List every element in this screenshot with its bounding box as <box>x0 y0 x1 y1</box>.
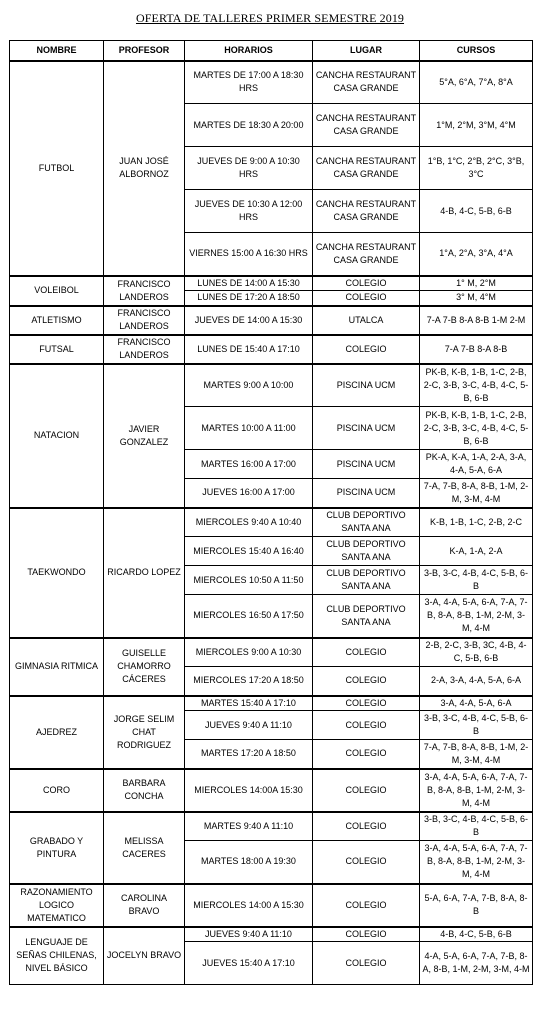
place-cell: COLEGIO <box>313 667 420 696</box>
teacher-name: GUISELLE CHAMORRO CÁCERES <box>104 638 185 696</box>
workshops-table <box>9 40 533 985</box>
schedule-cell: MIERCOLES 9:40 A 10:40 <box>185 508 313 537</box>
table-row <box>10 769 533 812</box>
teacher-name: JAVIER GONZALEZ <box>104 364 185 508</box>
schedule-cell: MARTES DE 18:30 A 20:00 <box>185 104 313 147</box>
schedule-cell: MIERCOLES 15:40 A 16:40 <box>185 537 313 566</box>
table-row <box>10 364 533 407</box>
schedule-cell: MIERCOLES 17:20 A 18:50 <box>185 667 313 696</box>
schedule-cell: MIERCOLES 10:50 A 11:50 <box>185 566 313 595</box>
table-row <box>10 638 533 667</box>
table-row <box>10 812 533 841</box>
courses-cell: 7-A 7-B 8-A 8-B 1-M 2-M <box>420 306 533 335</box>
schedule-cell: JUEVES 9:40 A 11:10 <box>185 927 313 942</box>
workshop-group <box>10 769 533 812</box>
teacher-name: JORGE SELIM CHAT RODRIGUEZ <box>104 696 185 769</box>
place-cell: COLEGIO <box>313 291 420 306</box>
courses-cell: PK-B, K-B, 1-B, 1-C, 2-B, 2-C, 3-B, 3-C, 4-B, 4-C, 5-B, 6-B <box>420 364 533 407</box>
table-row <box>10 335 533 364</box>
courses-cell: 3-B, 3-C, 4-B, 4-C, 5-B, 6-B <box>420 566 533 595</box>
teacher-name: JUAN JOSÉ ALBORNOZ <box>104 61 185 276</box>
place-cell: CANCHA RESTAURANT CASA GRANDE <box>313 104 420 147</box>
place-cell: COLEGIO <box>313 841 420 884</box>
place-cell: COLEGIO <box>313 335 420 364</box>
courses-cell: 4-A, 5-A, 6-A, 7-A, 7-B, 8-A, 8-B, 1-M, 2-M, 3-M, 4-M <box>420 942 533 985</box>
courses-cell: 1°A, 2°A, 3°A, 4°A <box>420 233 533 276</box>
courses-cell: 2-A, 3-A, 4-A, 5-A, 6-A <box>420 667 533 696</box>
place-cell: CANCHA RESTAURANT CASA GRANDE <box>313 190 420 233</box>
place-cell: CLUB DEPORTIVO SANTA ANA <box>313 595 420 638</box>
place-cell: CANCHA RESTAURANT CASA GRANDE <box>313 147 420 190</box>
workshop-group <box>10 812 533 884</box>
place-cell: COLEGIO <box>313 696 420 711</box>
teacher-name: RICARDO LOPEZ <box>104 508 185 638</box>
table-row <box>10 927 533 942</box>
workshop-name: ATLETISMO <box>10 306 104 335</box>
place-cell: PISCINA UCM <box>313 364 420 407</box>
courses-cell: 7-A, 7-B, 8-A, 8-B, 1-M, 2-M, 3-M, 4-M <box>420 479 533 508</box>
place-cell: CANCHA RESTAURANT CASA GRANDE <box>313 233 420 276</box>
schedule-cell: MARTES 9:00 A 10:00 <box>185 364 313 407</box>
workshop-group <box>10 335 533 364</box>
courses-cell: 3-A, 4-A, 5-A, 6-A, 7-A, 7-B, 8-A, 8-B, 1-M, 2-M, 3-M, 4-M <box>420 769 533 812</box>
schedule-cell: MARTES 17:20 A 18:50 <box>185 740 313 769</box>
place-cell: CLUB DEPORTIVO SANTA ANA <box>313 566 420 595</box>
schedule-cell: MIERCOLES 16:50 A 17:50 <box>185 595 313 638</box>
workshop-group <box>10 508 533 638</box>
place-cell: COLEGIO <box>313 769 420 812</box>
workshop-group <box>10 306 533 335</box>
schedule-cell: JUEVES 16:00 A 17:00 <box>185 479 313 508</box>
schedule-cell: JUEVES DE 10:30 A 12:00 HRS <box>185 190 313 233</box>
courses-cell: 1° M, 2°M <box>420 276 533 291</box>
workshop-group <box>10 884 533 927</box>
header-horarios: HORARIOS <box>185 41 313 61</box>
schedule-cell: LUNES DE 17:20 A 18:50 <box>185 291 313 306</box>
courses-cell: 1°B, 1°C, 2°B, 2°C, 3°B, 3°C <box>420 147 533 190</box>
table-row <box>10 884 533 927</box>
place-cell: COLEGIO <box>313 884 420 927</box>
place-cell: COLEGIO <box>313 638 420 667</box>
place-cell: PISCINA UCM <box>313 450 420 479</box>
courses-cell: 4-B, 4-C, 5-B, 6-B <box>420 190 533 233</box>
courses-cell: 3-A, 4-A, 5-A, 6-A, 7-A, 7-B, 8-A, 8-B, 1-M, 2-M, 3-M, 4-M <box>420 595 533 638</box>
schedule-cell: JUEVES DE 14:00 A 15:30 <box>185 306 313 335</box>
courses-cell: K-B, 1-B, 1-C, 2-B, 2-C <box>420 508 533 537</box>
courses-cell: 7-A, 7-B, 8-A, 8-B, 1-M, 2-M, 3-M, 4-M <box>420 740 533 769</box>
teacher-name: MELISSA CACERES <box>104 812 185 884</box>
header-cursos: CURSOS <box>420 41 533 61</box>
workshop-name: TAEKWONDO <box>10 508 104 638</box>
courses-cell: 3° M, 4°M <box>420 291 533 306</box>
schedule-cell: JUEVES DE 9:00 A 10:30 HRS <box>185 147 313 190</box>
place-cell: PISCINA UCM <box>313 479 420 508</box>
place-cell: PISCINA UCM <box>313 407 420 450</box>
table-row <box>10 61 533 104</box>
workshop-name: AJEDREZ <box>10 696 104 769</box>
schedule-cell: MARTES DE 17:00 A 18:30 HRS <box>185 61 313 104</box>
courses-cell: 1°M, 2°M, 3°M, 4°M <box>420 104 533 147</box>
schedule-cell: MARTES 18:00 A 19:30 <box>185 841 313 884</box>
table-header <box>10 41 533 61</box>
teacher-name: FRANCISCO LANDEROS <box>104 276 185 306</box>
schedule-cell: LUNES DE 15:40 A 17:10 <box>185 335 313 364</box>
workshop-name: RAZONAMIENTO LOGICO MATEMATICO <box>10 884 104 927</box>
header-profesor: PROFESOR <box>104 41 185 61</box>
place-cell: CLUB DEPORTIVO SANTA ANA <box>313 508 420 537</box>
place-cell: COLEGIO <box>313 276 420 291</box>
schedule-cell: JUEVES 9:40 A 11:10 <box>185 711 313 740</box>
place-cell: COLEGIO <box>313 927 420 942</box>
courses-cell: 5°A, 6°A, 7°A, 8°A <box>420 61 533 104</box>
schedule-cell: MIERCOLES 9:00 A 10:30 <box>185 638 313 667</box>
table-row <box>10 508 533 537</box>
schedule-cell: MARTES 16:00 A 17:00 <box>185 450 313 479</box>
workshop-name: GRABADO Y PINTURA <box>10 812 104 884</box>
table-row <box>10 276 533 291</box>
courses-cell: 2-B, 2-C, 3-B, 3C, 4-B, 4-C, 5-B, 6-B <box>420 638 533 667</box>
workshop-group <box>10 61 533 276</box>
courses-cell: 3-B, 3-C, 4-B, 4-C, 5-B, 6-B <box>420 812 533 841</box>
workshop-group <box>10 696 533 769</box>
place-cell: CANCHA RESTAURANT CASA GRANDE <box>313 61 420 104</box>
header-row <box>10 41 533 61</box>
table-row <box>10 306 533 335</box>
workshop-name: VOLEIBOL <box>10 276 104 306</box>
courses-cell: 3-B, 3-C, 4-B, 4-C, 5-B, 6-B <box>420 711 533 740</box>
schedule-cell: MIERCOLES 14:00A 15:30 <box>185 769 313 812</box>
header-lugar: LUGAR <box>313 41 420 61</box>
courses-cell: PK-A, K-A, 1-A, 2-A, 3-A, 4-A, 5-A, 6-A <box>420 450 533 479</box>
courses-cell: PK-B, K-B, 1-B, 1-C, 2-B, 2-C, 3-B, 3-C, 4-B, 4-C, 5-B, 6-B <box>420 407 533 450</box>
courses-cell: 5-A, 6-A, 7-A, 7-B, 8-A, 8-B <box>420 884 533 927</box>
schedule-cell: MARTES 15:40 A 17:10 <box>185 696 313 711</box>
teacher-name: FRANCISCO LANDEROS <box>104 335 185 364</box>
workshop-group <box>10 364 533 508</box>
teacher-name: FRANCISCO LANDEROS <box>104 306 185 335</box>
place-cell: COLEGIO <box>313 942 420 985</box>
workshop-group <box>10 927 533 985</box>
courses-cell: K-A, 1-A, 2-A <box>420 537 533 566</box>
teacher-name: JOCELYN BRAVO <box>104 927 185 985</box>
header-nombre: NOMBRE <box>10 41 104 61</box>
workshop-group <box>10 276 533 306</box>
place-cell: COLEGIO <box>313 812 420 841</box>
workshop-name: FUTSAL <box>10 335 104 364</box>
schedule-cell: MIERCOLES 14:00 A 15:30 <box>185 884 313 927</box>
teacher-name: BARBARA CONCHA <box>104 769 185 812</box>
page-title: OFERTA DE TALLERES PRIMER SEMESTRE 2019 <box>135 11 405 25</box>
courses-cell: 7-A 7-B 8-A 8-B <box>420 335 533 364</box>
workshop-name: NATACION <box>10 364 104 508</box>
schedule-cell: LUNES DE 14:00 A 15:30 <box>185 276 313 291</box>
courses-cell: 4-B, 4-C, 5-B, 6-B <box>420 927 533 942</box>
courses-cell: 3-A, 4-A, 5-A, 6-A, 7-A, 7-B, 8-A, 8-B, 1-M, 2-M, 3-M, 4-M <box>420 841 533 884</box>
schedule-cell: MARTES 9:40 A 11:10 <box>185 812 313 841</box>
place-cell: CLUB DEPORTIVO SANTA ANA <box>313 537 420 566</box>
schedule-cell: VIERNES 15:00 A 16:30 HRS <box>185 233 313 276</box>
workshop-name: GIMNASIA RITMICA <box>10 638 104 696</box>
courses-cell: 3-A, 4-A, 5-A, 6-A <box>420 696 533 711</box>
workshop-group <box>10 638 533 696</box>
place-cell: COLEGIO <box>313 711 420 740</box>
workshop-name: FUTBOL <box>10 61 104 276</box>
workshop-name: LENGUAJE DE SEÑAS CHILENAS, NIVEL BÁSICO <box>10 927 104 985</box>
teacher-name: CAROLINA BRAVO <box>104 884 185 927</box>
workshop-name: CORO <box>10 769 104 812</box>
table-row <box>10 696 533 711</box>
schedule-cell: MARTES 10:00 A 11:00 <box>185 407 313 450</box>
place-cell: COLEGIO <box>313 740 420 769</box>
schedule-cell: JUEVES 15:40 A 17:10 <box>185 942 313 985</box>
place-cell: UTALCA <box>313 306 420 335</box>
